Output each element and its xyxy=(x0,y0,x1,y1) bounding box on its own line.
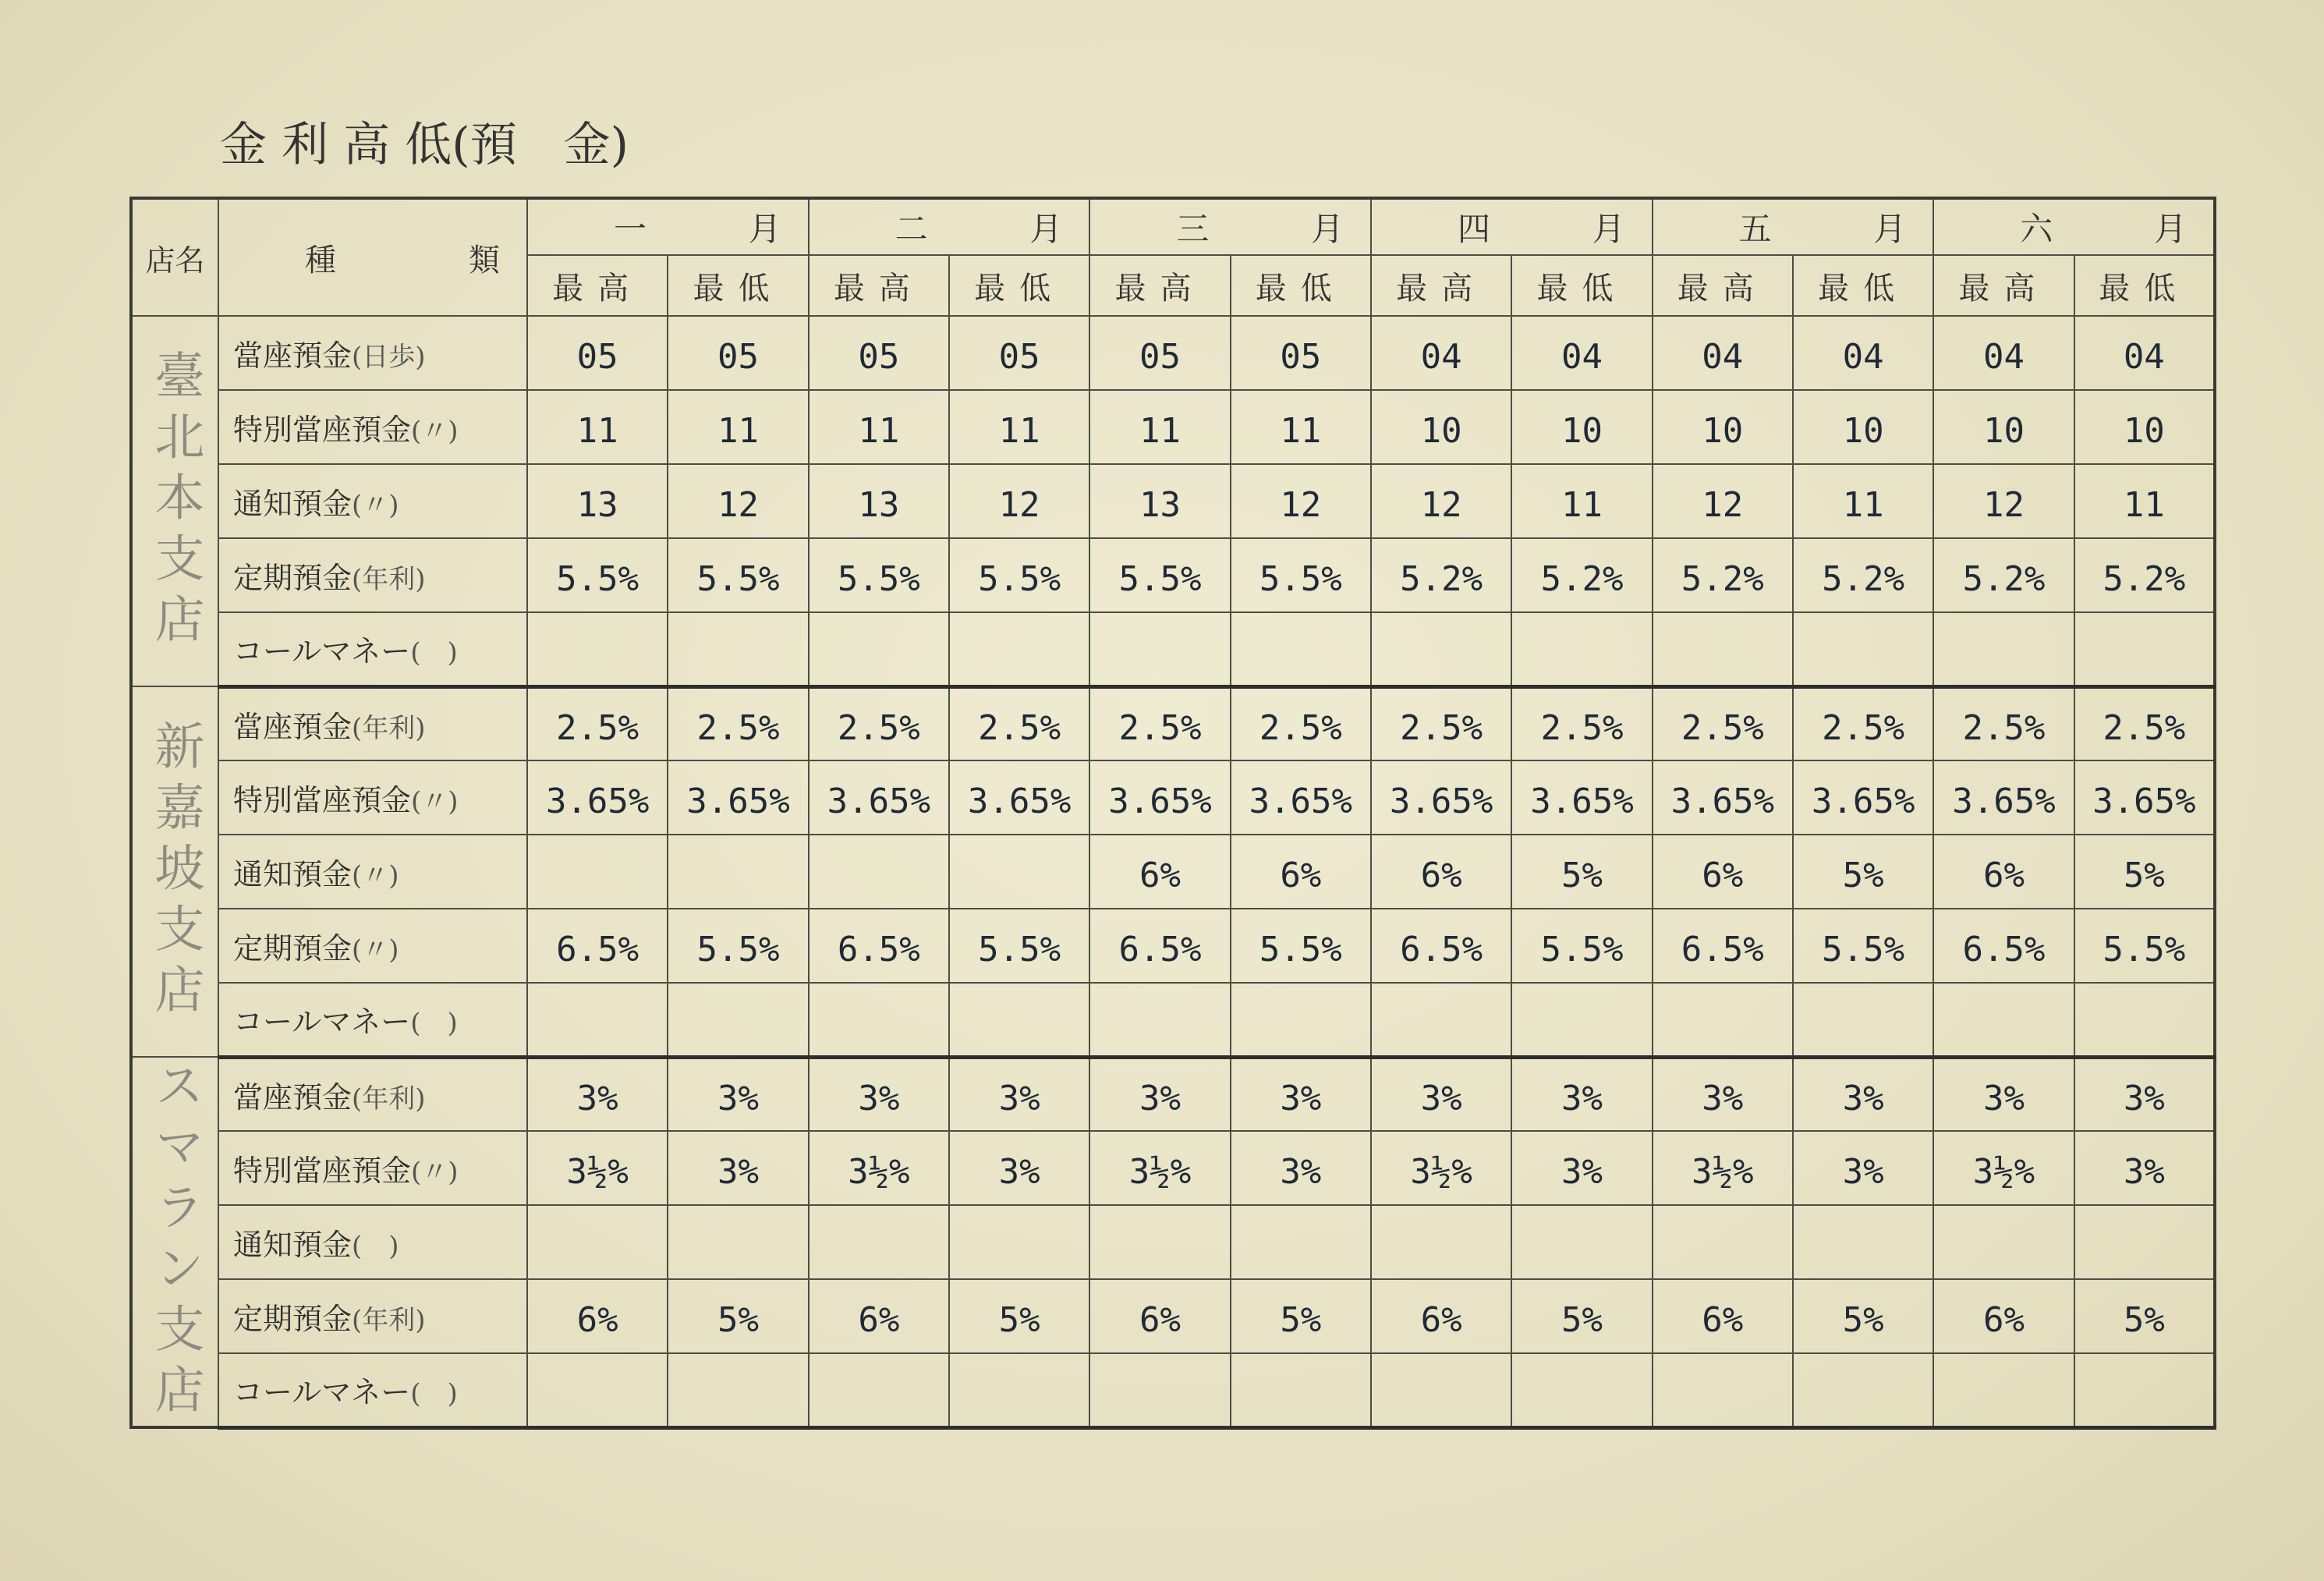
rate-low-cell: 5% xyxy=(949,1279,1089,1353)
deposit-type-cell xyxy=(218,835,527,909)
high-header: 最高 xyxy=(1089,255,1230,316)
branch-name: 新嘉坡支店 xyxy=(146,719,204,1024)
rate-high-cell: 6% xyxy=(527,1279,668,1353)
rate-low-cell: 11 xyxy=(2074,464,2215,538)
rate-high-cell: 6% xyxy=(1933,835,2074,909)
rate-low-cell xyxy=(1511,612,1652,686)
rate-high-cell: 11 xyxy=(1089,390,1230,464)
rate-unit: ( ) xyxy=(352,1231,399,1262)
rate-high-cell: 3½% xyxy=(1653,1131,1793,1205)
rate-low-cell: 3% xyxy=(949,1057,1089,1131)
rate-high-cell: 3½% xyxy=(1089,1131,1230,1205)
rate-low-cell: 5% xyxy=(668,1279,808,1353)
rate-low-cell xyxy=(1793,1205,1933,1279)
rate-low-cell: 05 xyxy=(1231,316,1371,390)
month-header-6 xyxy=(1933,198,2215,255)
rate-high-cell: 3½% xyxy=(1371,1131,1511,1205)
rate-low-cell: 3% xyxy=(1793,1057,1933,1131)
rate-low-cell: 3.65% xyxy=(2074,760,2215,835)
rate-unit: (〃) xyxy=(411,1157,459,1188)
low-header: 最低 xyxy=(1793,255,1933,316)
deposit-type-cell xyxy=(218,1353,527,1427)
rate-high-cell: 2.5% xyxy=(527,686,668,760)
rate-low-cell: 5% xyxy=(1231,1279,1371,1353)
rate-low-cell xyxy=(1231,1353,1371,1427)
rate-low-cell: 5.2% xyxy=(1511,538,1652,612)
rate-high-cell: 5.2% xyxy=(1653,538,1793,612)
rate-low-cell: 5% xyxy=(1511,835,1652,909)
rate-unit: ( ) xyxy=(410,637,458,669)
rate-low-cell: 2.5% xyxy=(2074,686,2215,760)
deposit-type-cell xyxy=(218,909,527,983)
rate-low-cell: 12 xyxy=(1231,464,1371,538)
month-num: 五 xyxy=(1738,210,1772,248)
rate-high-cell: 3½% xyxy=(809,1131,949,1205)
rate-high-cell xyxy=(1089,983,1230,1057)
deposit-type: 特別當座預金 xyxy=(233,1154,412,1188)
rate-unit: (〃) xyxy=(352,860,399,892)
rate-high-cell: 13 xyxy=(1089,464,1230,538)
rate-high-cell: 3.65% xyxy=(809,760,949,835)
rate-high-cell: 04 xyxy=(1371,316,1511,390)
month-header-2 xyxy=(809,198,1090,255)
rate-low-cell: 5.5% xyxy=(1231,909,1371,983)
table-row xyxy=(131,686,2215,760)
table-row xyxy=(131,1131,2215,1205)
deposit-type-cell xyxy=(218,316,527,390)
table-row xyxy=(131,390,2215,464)
deposit-type: 通知預金 xyxy=(233,857,352,892)
rate-high-cell xyxy=(1653,612,1793,686)
rate-low-cell: 11 xyxy=(668,390,808,464)
rate-high-cell: 3% xyxy=(1653,1057,1793,1131)
rate-low-cell xyxy=(1231,1205,1371,1279)
rate-high-cell: 3% xyxy=(809,1057,949,1131)
rate-low-cell: 3.65% xyxy=(1231,760,1371,835)
rate-high-cell: 12 xyxy=(1653,464,1793,538)
rate-high-cell xyxy=(809,1353,949,1427)
rate-high-cell xyxy=(1933,1353,2074,1427)
rate-low-cell: 2.5% xyxy=(1511,686,1652,760)
rate-high-cell xyxy=(1653,1205,1793,1279)
rate-high-cell xyxy=(1933,612,2074,686)
rate-high-cell: 3% xyxy=(1371,1057,1511,1131)
type-header-left: 種 xyxy=(305,242,336,278)
rate-high-cell: 5.2% xyxy=(1933,538,2074,612)
rate-low-cell: 04 xyxy=(2074,316,2215,390)
rate-low-cell: 5.5% xyxy=(668,538,808,612)
rate-high-cell: 6% xyxy=(1653,835,1793,909)
rate-low-cell xyxy=(2074,612,2215,686)
month-num: 六 xyxy=(2020,210,2053,248)
rate-low-cell: 11 xyxy=(1793,464,1933,538)
rate-low-cell xyxy=(949,612,1089,686)
rate-high-cell xyxy=(1371,1205,1511,1279)
high-header: 最高 xyxy=(527,255,668,316)
month-num: 一 xyxy=(614,210,647,248)
rate-high-cell: 3½% xyxy=(1933,1131,2074,1205)
deposit-type-cell xyxy=(218,760,527,835)
rate-low-cell: 5.5% xyxy=(1511,909,1652,983)
rate-high-cell: 6.5% xyxy=(1089,909,1230,983)
deposit-type-cell xyxy=(218,612,527,686)
rate-high-cell: 3.65% xyxy=(527,760,668,835)
month-header-4 xyxy=(1371,198,1653,255)
rate-low-cell: 05 xyxy=(668,316,808,390)
rate-low-cell: 3% xyxy=(668,1131,808,1205)
deposit-type: 定期預金 xyxy=(233,931,352,966)
rate-low-cell xyxy=(668,612,808,686)
month-unit: 月 xyxy=(748,210,781,248)
low-header: 最低 xyxy=(1511,255,1652,316)
rate-low-cell: 3.65% xyxy=(1793,760,1933,835)
rate-low-cell: 3% xyxy=(2074,1057,2215,1131)
month-header-5 xyxy=(1653,198,1934,255)
deposit-type-cell xyxy=(218,390,527,464)
rate-high-cell: 11 xyxy=(809,390,949,464)
month-unit: 月 xyxy=(1310,210,1344,248)
rate-high-cell xyxy=(1089,612,1230,686)
table-row xyxy=(131,612,2215,686)
rate-high-cell: 6.5% xyxy=(1933,909,2074,983)
rate-unit: (〃) xyxy=(411,786,459,817)
branch-name-cell xyxy=(131,686,218,1057)
rate-low-cell: 11 xyxy=(949,390,1089,464)
month-num: 四 xyxy=(1457,210,1490,248)
month-unit: 月 xyxy=(1873,210,1907,248)
table-row xyxy=(131,1353,2215,1427)
low-header: 最低 xyxy=(1231,255,1371,316)
month-num: 二 xyxy=(895,210,928,248)
rate-unit: (〃) xyxy=(411,416,459,447)
deposit-type-cell xyxy=(218,464,527,538)
rate-low-cell: 5.5% xyxy=(668,909,808,983)
deposit-type-cell xyxy=(218,1057,527,1131)
rate-unit: ( ) xyxy=(410,1378,458,1410)
rate-high-cell: 10 xyxy=(1933,390,2074,464)
high-header: 最高 xyxy=(1371,255,1511,316)
rate-high-cell xyxy=(527,1205,668,1279)
rate-low-cell xyxy=(949,1353,1089,1427)
rate-low-cell: 5% xyxy=(1793,835,1933,909)
rate-low-cell xyxy=(2074,1205,2215,1279)
deposit-type: 特別當座預金 xyxy=(233,413,412,447)
deposit-type-cell xyxy=(218,686,527,760)
rate-low-cell: 3.65% xyxy=(668,760,808,835)
rate-high-cell xyxy=(1371,1353,1511,1427)
rate-low-cell: 3% xyxy=(1793,1131,1933,1205)
low-header: 最低 xyxy=(949,255,1089,316)
month-header-row xyxy=(131,198,2215,255)
rate-high-cell: 05 xyxy=(527,316,668,390)
rate-high-cell: 10 xyxy=(1653,390,1793,464)
rate-low-cell: 3% xyxy=(1231,1131,1371,1205)
rate-unit: (〃) xyxy=(352,934,399,966)
rate-high-cell: 6% xyxy=(1371,835,1511,909)
rate-low-cell xyxy=(1793,612,1933,686)
deposit-type: 通知預金 xyxy=(233,487,352,521)
rate-low-cell: 5% xyxy=(1511,1279,1652,1353)
rate-low-cell xyxy=(2074,1353,2215,1427)
rate-high-cell: 12 xyxy=(1933,464,2074,538)
rate-high-cell xyxy=(1933,1205,2074,1279)
rate-low-cell xyxy=(668,1353,808,1427)
rate-low-cell: 5% xyxy=(2074,835,2215,909)
rate-low-cell: 2.5% xyxy=(949,686,1089,760)
rate-low-cell xyxy=(949,983,1089,1057)
rate-high-cell: 2.5% xyxy=(1089,686,1230,760)
month-header-3 xyxy=(1089,198,1371,255)
rate-low-cell xyxy=(668,835,808,909)
deposit-type: 當座預金 xyxy=(233,709,352,744)
rate-high-cell xyxy=(1933,983,2074,1057)
table-row xyxy=(131,316,2215,390)
rate-low-cell: 3% xyxy=(949,1131,1089,1205)
branch-name-cell xyxy=(131,316,218,686)
rate-high-cell: 5.5% xyxy=(809,538,949,612)
rate-low-cell: 12 xyxy=(949,464,1089,538)
rate-low-cell: 5.5% xyxy=(2074,909,2215,983)
rate-high-cell: 6% xyxy=(1089,835,1230,909)
rate-low-cell: 10 xyxy=(1793,390,1933,464)
page-title: 金 利 高 低(預 金) xyxy=(220,118,629,172)
rate-low-cell xyxy=(668,1205,808,1279)
rate-low-cell: 2.5% xyxy=(668,686,808,760)
rate-low-cell: 5% xyxy=(1793,1279,1933,1353)
rate-low-cell: 5.5% xyxy=(1231,538,1371,612)
rate-unit: ( ) xyxy=(410,1008,458,1040)
rate-unit: (日歩) xyxy=(352,342,426,373)
month-unit: 月 xyxy=(1592,210,1625,248)
table-row xyxy=(131,1279,2215,1353)
rate-unit: (年利) xyxy=(352,1305,426,1336)
month-num: 三 xyxy=(1176,210,1210,248)
deposit-type-cell xyxy=(218,983,527,1057)
rate-high-cell xyxy=(1653,1353,1793,1427)
rate-high-cell: 3% xyxy=(1089,1057,1230,1131)
rate-low-cell: 3.65% xyxy=(1511,760,1652,835)
rate-low-cell: 04 xyxy=(1511,316,1652,390)
rate-low-cell xyxy=(1231,612,1371,686)
type-header xyxy=(218,198,527,316)
rate-unit: (年利) xyxy=(352,712,426,744)
branch-name: 臺北本支店 xyxy=(146,349,204,654)
rate-high-cell: 04 xyxy=(1933,316,2074,390)
rate-low-cell: 5.5% xyxy=(949,909,1089,983)
deposit-type-cell xyxy=(218,1205,527,1279)
table-row xyxy=(131,464,2215,538)
rate-low-cell xyxy=(668,983,808,1057)
rate-low-cell: 3% xyxy=(2074,1131,2215,1205)
rate-high-cell: 04 xyxy=(1653,316,1793,390)
rate-high-cell: 2.5% xyxy=(1653,686,1793,760)
deposit-type: 特別當座預金 xyxy=(233,783,412,817)
high-header: 最高 xyxy=(809,255,949,316)
rate-high-cell: 6% xyxy=(1653,1279,1793,1353)
rate-high-cell: 6.5% xyxy=(1371,909,1511,983)
rate-low-cell: 3% xyxy=(668,1057,808,1131)
rate-high-cell xyxy=(1371,612,1511,686)
rate-high-cell: 2.5% xyxy=(1933,686,2074,760)
rate-unit: (年利) xyxy=(352,1083,426,1115)
rate-high-cell xyxy=(527,1353,668,1427)
month-unit: 月 xyxy=(2153,210,2187,248)
month-header-1 xyxy=(527,198,809,255)
table-row xyxy=(131,1205,2215,1279)
table-row xyxy=(131,1057,2215,1131)
branch-name-cell xyxy=(131,1057,218,1427)
rate-high-cell: 3.65% xyxy=(1371,760,1511,835)
deposit-type: 定期預金 xyxy=(233,1302,352,1336)
rate-high-cell: 5.5% xyxy=(1089,538,1230,612)
rate-low-cell: 5.2% xyxy=(1793,538,1933,612)
rate-high-cell: 6.5% xyxy=(527,909,668,983)
rate-high-cell: 5.5% xyxy=(527,538,668,612)
month-unit: 月 xyxy=(1029,210,1063,248)
rate-high-cell: 3.65% xyxy=(1653,760,1793,835)
rate-low-cell: 04 xyxy=(1793,316,1933,390)
rate-low-cell: 10 xyxy=(2074,390,2215,464)
deposit-type-cell xyxy=(218,538,527,612)
deposit-type-cell xyxy=(218,1131,527,1205)
rate-low-cell: 05 xyxy=(949,316,1089,390)
rate-high-cell xyxy=(809,983,949,1057)
rate-high-cell: 3.65% xyxy=(1089,760,1230,835)
rate-high-cell: 05 xyxy=(809,316,949,390)
deposit-type: 通知預金 xyxy=(233,1228,352,1262)
rate-high-cell: 3% xyxy=(1933,1057,2074,1131)
rate-high-cell: 6% xyxy=(1089,1279,1230,1353)
rate-low-cell: 11 xyxy=(1231,390,1371,464)
deposit-type: 當座預金 xyxy=(233,339,352,373)
rate-low-cell xyxy=(949,835,1089,909)
deposit-type: 定期預金 xyxy=(233,561,352,595)
rate-low-cell: 5% xyxy=(2074,1279,2215,1353)
rate-high-cell: 2.5% xyxy=(809,686,949,760)
rate-low-cell: 2.5% xyxy=(1231,686,1371,760)
rate-high-cell: 5.2% xyxy=(1371,538,1511,612)
deposit-type: コールマネー xyxy=(233,1375,411,1410)
rate-low-cell: 5.2% xyxy=(2074,538,2215,612)
rate-low-cell: 3.65% xyxy=(949,760,1089,835)
table-row xyxy=(131,760,2215,835)
table-row xyxy=(131,538,2215,612)
rate-low-cell xyxy=(1793,1353,1933,1427)
rate-high-cell xyxy=(1371,983,1511,1057)
rate-low-cell: 6% xyxy=(1231,835,1371,909)
rate-low-cell xyxy=(1231,983,1371,1057)
rate-high-cell: 05 xyxy=(1089,316,1230,390)
rate-high-cell: 6% xyxy=(1933,1279,2074,1353)
branch-name: スマラン支店 xyxy=(146,1059,204,1424)
rate-high-cell: 11 xyxy=(527,390,668,464)
rate-high-cell xyxy=(527,983,668,1057)
table-row xyxy=(131,909,2215,983)
type-header-right: 類 xyxy=(469,242,500,278)
rate-low-cell xyxy=(1793,983,1933,1057)
rate-high-cell xyxy=(527,612,668,686)
rate-high-cell: 6% xyxy=(1371,1279,1511,1353)
rate-low-cell: 11 xyxy=(1511,464,1652,538)
rate-unit: (年利) xyxy=(352,564,426,595)
rate-high-cell xyxy=(809,1205,949,1279)
rate-low-cell: 5.5% xyxy=(949,538,1089,612)
rate-high-cell: 6% xyxy=(809,1279,949,1353)
rate-low-cell: 3% xyxy=(1511,1057,1652,1131)
rate-low-cell xyxy=(949,1205,1089,1279)
rate-high-cell: 3% xyxy=(527,1057,668,1131)
rate-high-cell: 3.65% xyxy=(1933,760,2074,835)
deposit-type: 當座預金 xyxy=(233,1079,352,1115)
rate-high-cell: 13 xyxy=(527,464,668,538)
rate-low-cell: 12 xyxy=(668,464,808,538)
table-row xyxy=(131,983,2215,1057)
interest-rate-table xyxy=(129,197,2216,1430)
rate-low-cell xyxy=(2074,983,2215,1057)
rate-high-cell: 3½% xyxy=(527,1131,668,1205)
rate-low-cell xyxy=(1511,1353,1652,1427)
rate-high-cell xyxy=(1653,983,1793,1057)
rate-high-cell: 6.5% xyxy=(809,909,949,983)
rate-high-cell: 12 xyxy=(1371,464,1511,538)
deposit-type: コールマネー xyxy=(233,634,411,669)
rate-high-cell xyxy=(1089,1353,1230,1427)
high-header: 最高 xyxy=(1653,255,1793,316)
rate-high-cell: 6.5% xyxy=(1653,909,1793,983)
rate-low-cell xyxy=(1511,1205,1652,1279)
rate-high-cell: 2.5% xyxy=(1371,686,1511,760)
rate-unit: (〃) xyxy=(352,490,399,521)
rate-low-cell: 3% xyxy=(1511,1131,1652,1205)
table-row xyxy=(131,835,2215,909)
rate-high-cell xyxy=(809,612,949,686)
rate-high-cell xyxy=(527,835,668,909)
deposit-type-cell xyxy=(218,1279,527,1353)
rate-low-cell: 2.5% xyxy=(1793,686,1933,760)
low-header: 最低 xyxy=(2074,255,2215,316)
rate-high-cell xyxy=(1089,1205,1230,1279)
rate-low-cell: 5.5% xyxy=(1793,909,1933,983)
rate-high-cell: 10 xyxy=(1371,390,1511,464)
rate-low-cell: 3% xyxy=(1231,1057,1371,1131)
rate-low-cell: 10 xyxy=(1511,390,1652,464)
low-header: 最低 xyxy=(668,255,808,316)
rate-high-cell: 13 xyxy=(809,464,949,538)
rate-low-cell xyxy=(1511,983,1652,1057)
shop-header: 店名 xyxy=(131,198,218,316)
deposit-type: コールマネー xyxy=(233,1005,411,1040)
high-header: 最高 xyxy=(1933,255,2074,316)
rate-high-cell xyxy=(809,835,949,909)
